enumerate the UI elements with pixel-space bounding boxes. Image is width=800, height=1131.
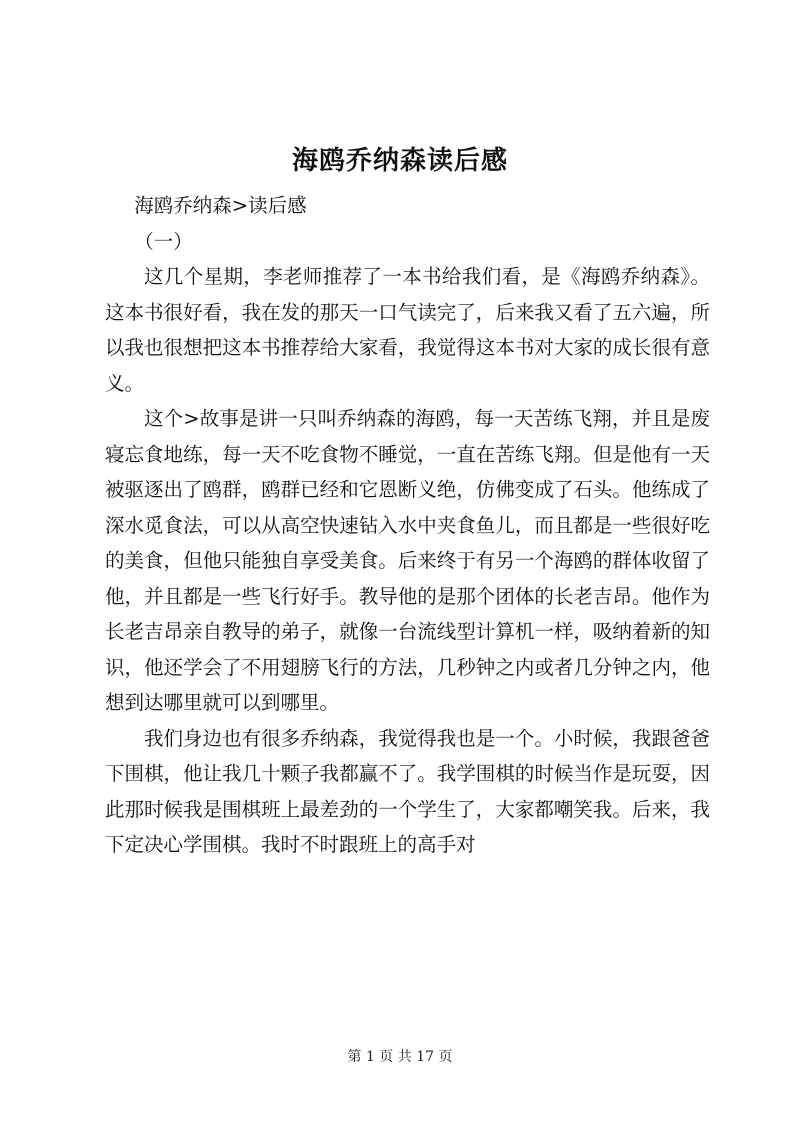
page-footer: 第 1 页 共 17 页: [347, 1049, 453, 1065]
paragraph: 我们身边也有很多乔纳森，我觉得我也是一个。小时候，我跟爸爸下围棋，他让我几十颗子我都赢不了。我学围棋的时候当作是玩耍，因此那时候我是围棋班上最差劲的一个学生了，大家都嘲笑我。后来，我下定决心学围棋。我时不时跟班上的高手对: [105, 726, 710, 856]
paragraph: 这几个星期，李老师推荐了一本书给我们看，是《海鸥乔纳森》。这本书很好看，我在发的那天一口气读完了，后来我又看了五六遍，所以我也很想把这本书推荐给大家看，我觉得这本书对大家的成长很有意义。: [105, 265, 710, 395]
paragraph-subtitle: 海鸥乔纳森>读后感: [134, 194, 307, 217]
document-title: 海鸥乔纳森读后感: [291, 146, 508, 176]
document-body: [105, 188, 710, 863]
paragraph-section-marker: （一）: [134, 229, 193, 253]
paragraph: 这个>故事是讲一只叫乔纳森的海鸥，每一天苦练飞翔，并且是废寝忘食地练，每一天不吃食物不睡觉，一直在苦练飞翔。但是他有一天被驱逐出了鸥群，鸥群已经和它恩断义绝，仿佛变成了石头。他练成了深水觅食法，可以从高空快速钻入水中夹食鱼儿，而且都是一些很好吃的美食，但他只能独自享受美食。后来终于有另一个海鸥的群体收留了他，并且都是一些飞行好手。教导他的是那个团体的长老吉昂。他作为长老吉昂亲自教导的弟子，就像一台流线型计算机一样，吸纳着新的知识，他还学会了不用翅膀飞行的方法，几秒钟之内或者几分钟之内，他想到达哪里就可以到哪里。: [105, 407, 710, 714]
